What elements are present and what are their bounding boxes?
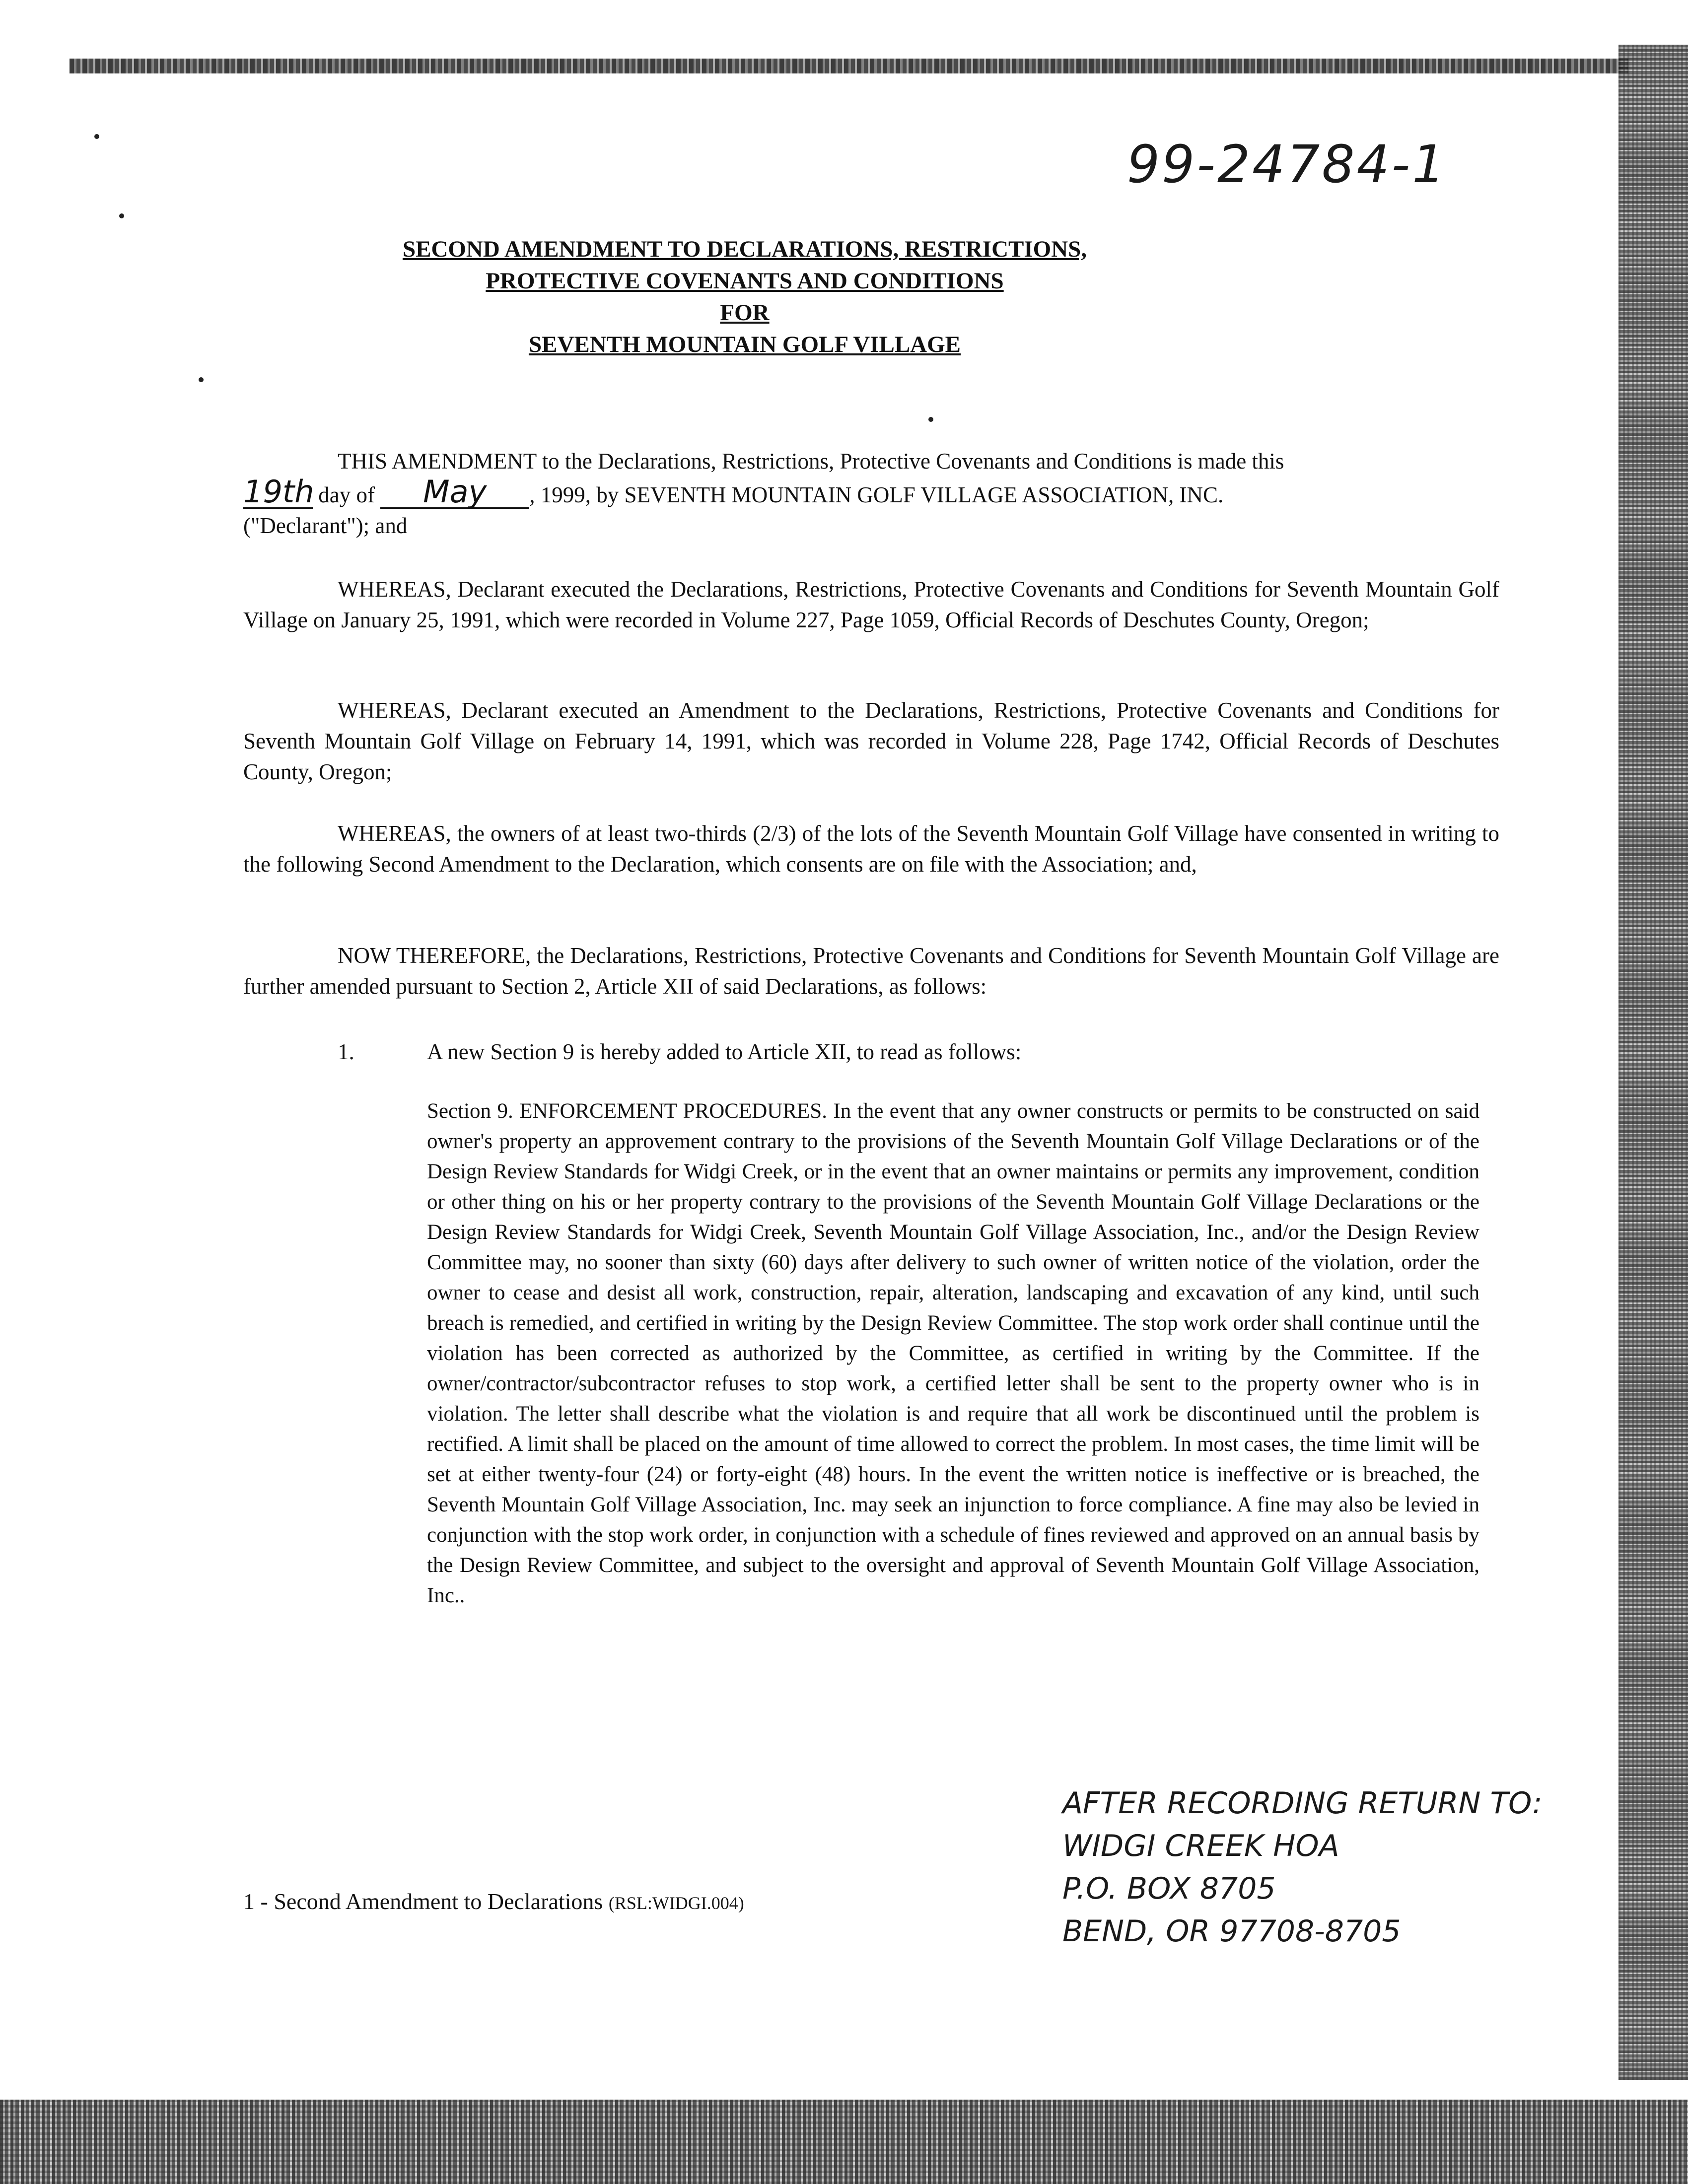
file-number: 99-24784-1 — [1127, 134, 1447, 195]
whereas-paragraph-2: WHEREAS, Declarant executed an Amendment to the Declarations, Restrictions, Protective Covenants and Conditions for Seventh Mountain Golf Village on February 14, 1991, which was recorded in Volume 228, Page 1742, Official Records of Deschutes County, Oregon; — [243, 698, 1499, 784]
intro-line-3: ("Declarant"); and — [243, 513, 408, 538]
title-line-4: SEVENTH MOUNTAIN GOLF VILLAGE — [528, 332, 961, 357]
return-note-line-2: WIDGI CREEK HOA — [1062, 1829, 1339, 1863]
whereas-paragraph-3: WHEREAS, the owners of at least two-thirds (2/3) of the lots of the Seventh Mountain Golf Village have consented in writing to the following Second Amendment to the Declaration, which consents are on file with the Association; and, — [243, 821, 1499, 877]
scan-edge-top — [70, 59, 1628, 73]
scan-edge-bottom — [0, 2100, 1688, 2184]
return-address-note — [1062, 1782, 1609, 1953]
return-note-line-3: P.O. BOX 8705 — [1062, 1871, 1276, 1906]
whereas-paragraph-1: WHEREAS, Declarant executed the Declarations, Restrictions, Protective Covenants and Conditions for Seventh Mountain Golf Village on January 25, 1991, which were recorded in Volume 227, Page 1059, Official Records of Deschutes County, Oregon; — [243, 577, 1499, 632]
intro-line-1: THIS AMENDMENT to the Declarations, Restrictions, Protective Covenants and Conditions is made this — [338, 449, 1284, 474]
scan-speck — [119, 213, 124, 218]
item-number: 1. — [338, 1039, 354, 1064]
title-line-1: SECOND AMENDMENT TO DECLARATIONS, RESTRICTIONS, — [402, 236, 1087, 262]
handwritten-day: 19th — [243, 474, 314, 510]
section-9-text: Section 9. ENFORCEMENT PROCEDURES. In the event that any owner constructs or permits to be constructed on said owner's property an approvement contrary to the provisions of the Seventh Mountain Golf Village Declarations or of the Design Review Standards for Widgi Creek, or in the event that an owner maintains or permits any improvement, condition or other thing on his or her property contrary to the provisions of the Seventh Mountain Golf Village Declarations or the Design Review Standards for Widgi Creek, Seventh Mountain Golf Village Association, Inc., and/or the Design Review Committee may, no sooner than sixty (60) days after delivery to such owner of written notice of the violation, order the owner to cease and desist all work, construction, repair, alteration, landscaping and excavation of any kind, until such breach is remedied, and certified in writing by the Design Review Committee. The stop work order shall continue until the violation has been corrected as authorized by the Committee, as certified in writing by the Committee. If the owner/contractor/subcontractor refuses to stop work, a certified letter shall be sent to the property owner who is in violation. The letter shall describe what the violation is and require that all work be discontinued until the problem is rectified. A limit shall be placed on the amount of time allowed to correct the problem. In most cases, the time limit will be set at either twenty-four (24) or forty-eight (48) hours. In the event the written notice is ineffective or is breached, the Seventh Mountain Golf Village Association, Inc. may seek an injunction to force compliance. A fine may also be levied in conjunction with the stop work order, in conjunction with a schedule of fines reviewed and approved on an annual basis by the Design Review Committee, and subject to the oversight and approval of Seventh Mountain Golf Village Association, Inc.. — [427, 1099, 1479, 1607]
title-line-3: FOR — [720, 300, 770, 326]
footer-code: (RSL:WIDGI.004) — [608, 1893, 744, 1913]
item-text: A new Section 9 is hereby added to Article XII, to read as follows: — [427, 1039, 1022, 1064]
intro-line-2-rest: , 1999, by SEVENTH MOUNTAIN GOLF VILLAGE ASSOCIATION, INC. — [529, 482, 1224, 507]
now-therefore-paragraph: NOW THEREFORE, the Declarations, Restrictions, Protective Covenants and Conditions for Seventh Mountain Golf Village are further amended pursuant to Section 2, Article XII of said Declarations, as follows: — [243, 943, 1499, 999]
return-note-line-1: AFTER RECORDING RETURN TO: — [1062, 1786, 1543, 1821]
page-footer — [243, 1886, 744, 1918]
scan-edge-right — [1618, 45, 1688, 2080]
day-of-label: day of — [318, 482, 375, 507]
scan-speck — [928, 417, 933, 422]
intro-line-2 — [243, 474, 1504, 510]
handwritten-month: May — [380, 477, 529, 509]
scan-speck — [94, 134, 99, 139]
scan-speck — [199, 377, 204, 382]
return-note-line-4: BEND, OR 97708-8705 — [1062, 1914, 1401, 1949]
document-title — [298, 233, 1192, 360]
title-line-2: PROTECTIVE COVENANTS AND CONDITIONS — [486, 268, 1004, 294]
intro-paragraph — [243, 446, 1504, 541]
footer-text: 1 - Second Amendment to Declarations — [243, 1889, 603, 1914]
